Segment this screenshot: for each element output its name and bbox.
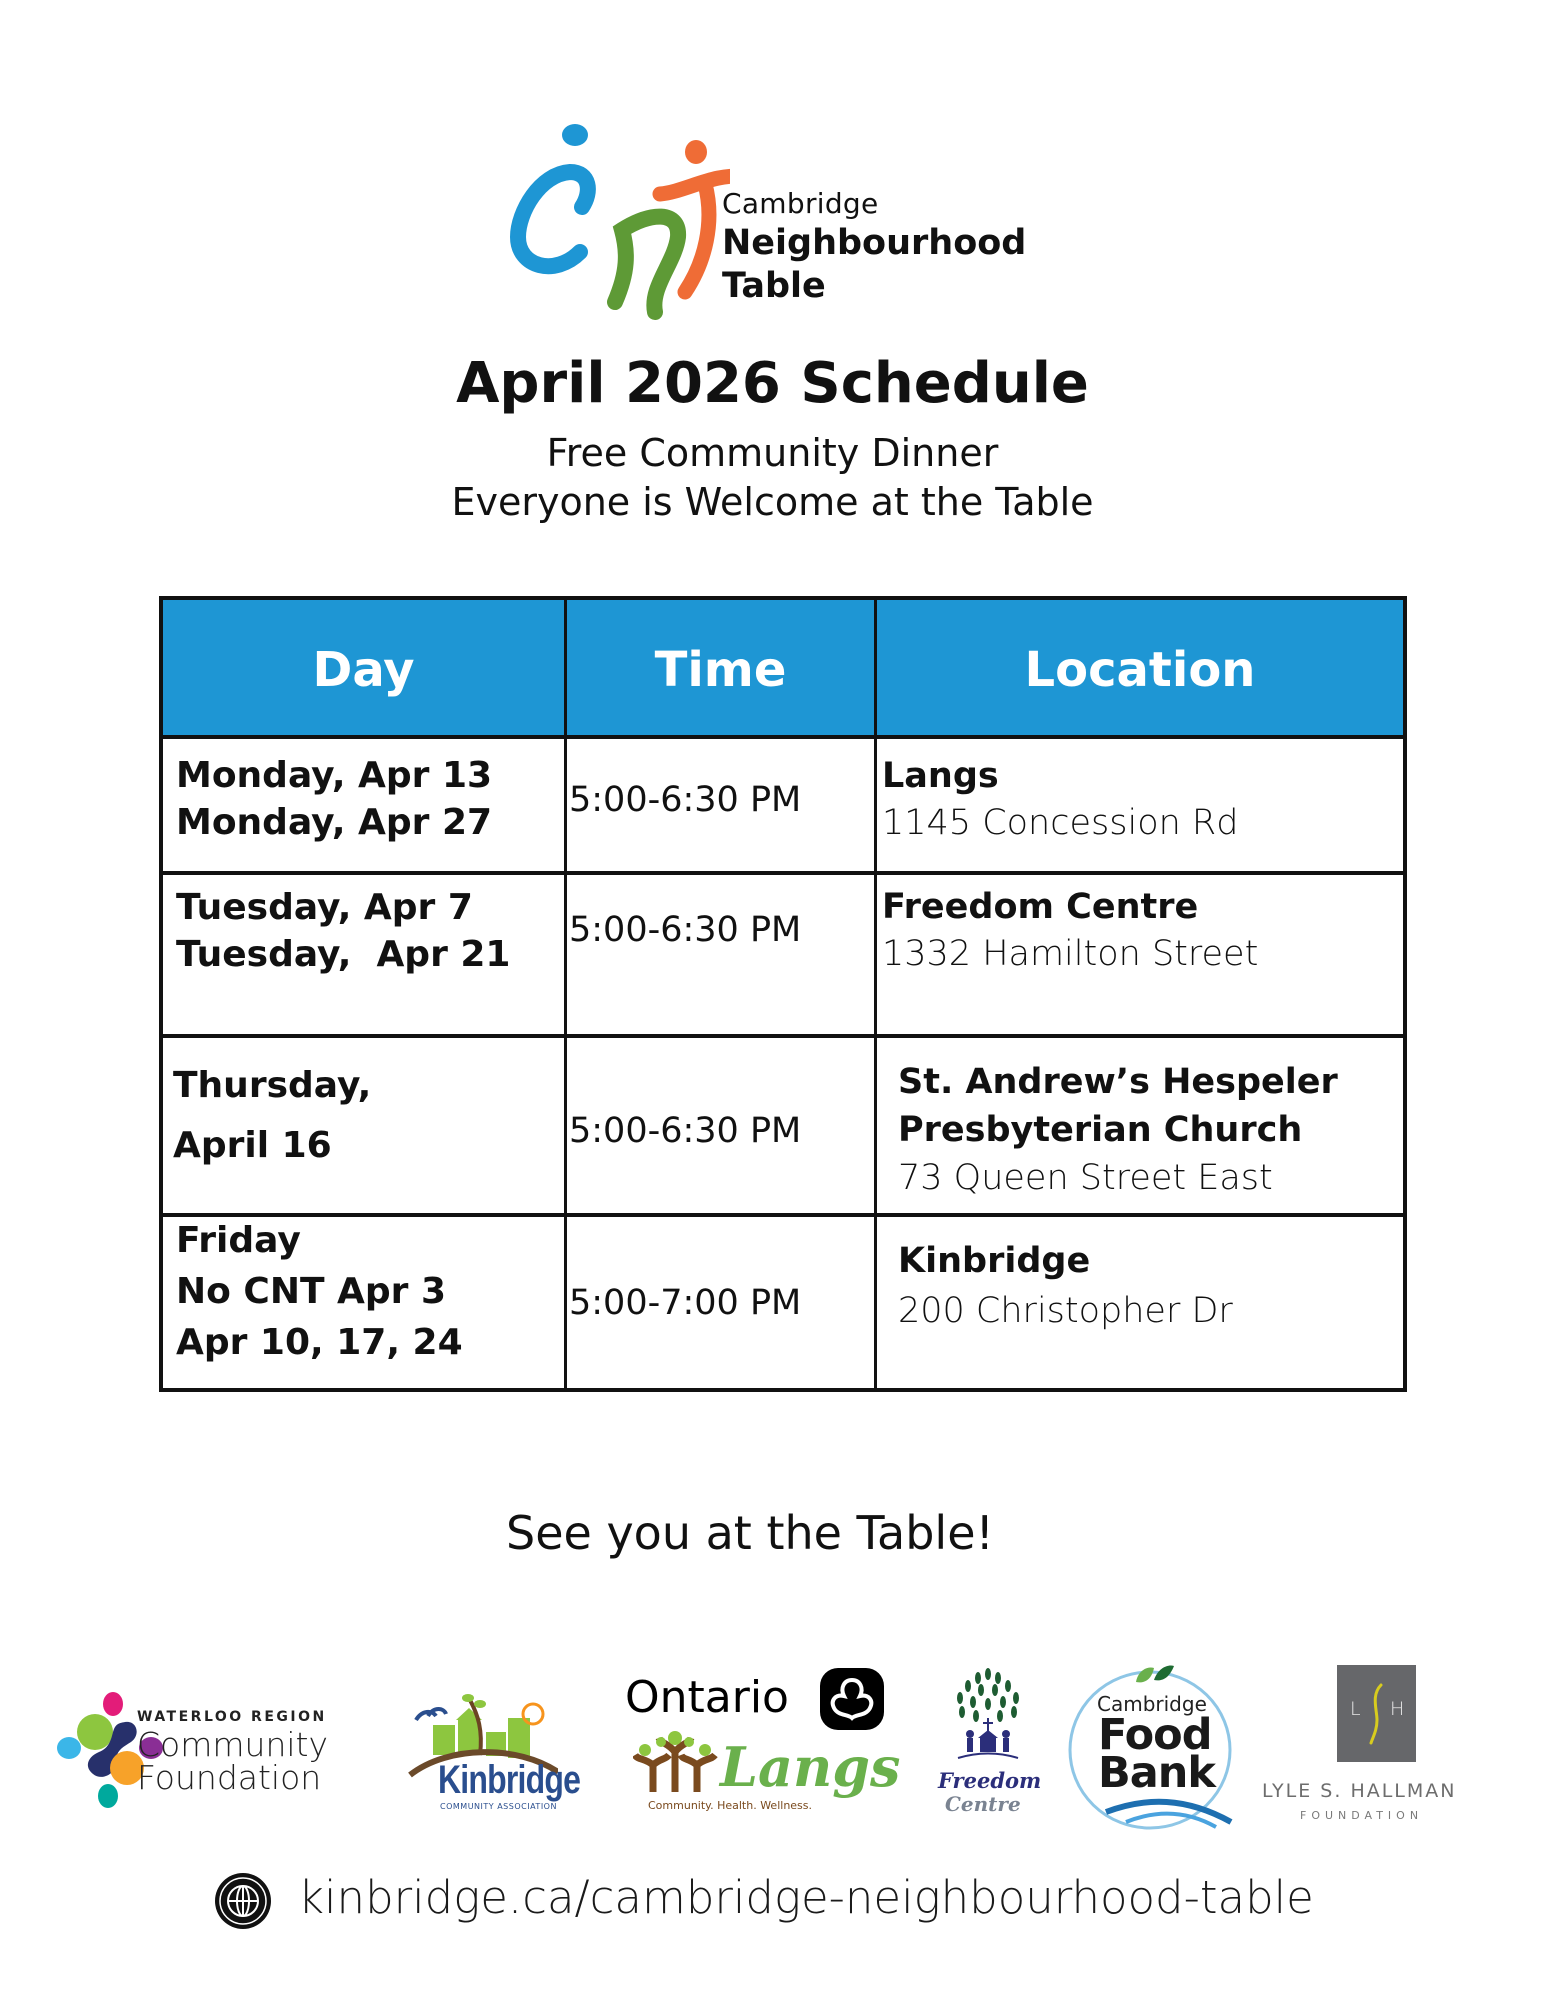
column-divider: [564, 600, 567, 1388]
table-row-4-location: Kinbridge 200 Christopher Dr: [898, 1241, 1233, 1331]
table-row-4-day: Friday No CNT Apr 3 Apr 10, 17, 24: [176, 1220, 463, 1363]
food-bank-logo-line1: Cambridge: [1097, 1692, 1207, 1716]
hallman-mark-h: H: [1390, 1698, 1405, 1720]
hallman-logo-text: LYLE S. HALLMAN: [1262, 1780, 1457, 1802]
page-title: April 2026 Schedule: [456, 351, 1089, 416]
hallman-mark-l: L: [1350, 1698, 1361, 1720]
langs-trees-icon: [633, 1730, 718, 1795]
globe-icon: [214, 1872, 272, 1930]
table-row-4-time: 5:00-7:00 PM: [569, 1283, 802, 1323]
table-row-1-location: Langs 1145 Concession Rd: [882, 756, 1239, 843]
freedom-centre-tree-icon: [948, 1668, 1028, 1768]
table-row-2-day: Tuesday, Apr 7 Tuesday, Apr 21: [176, 887, 511, 975]
column-header-location: Location: [877, 600, 1403, 739]
freedom-centre-logo-text: Freedom: [938, 1768, 1042, 1793]
kinbridge-logo-text: Kinbridge: [438, 1758, 581, 1802]
ontario-trillium-icon: [820, 1668, 884, 1730]
column-divider: [874, 600, 877, 1388]
langs-tagline: Community. Health. Wellness.: [648, 1799, 813, 1812]
langs-logo-text: Langs: [720, 1735, 901, 1799]
row-divider: [163, 871, 1403, 875]
column-header-day: Day: [163, 600, 564, 739]
logo-line-cambridge: Cambridge: [722, 187, 879, 220]
table-row-2-time: 5:00-6:30 PM: [569, 910, 802, 950]
logo-line-table: Table: [722, 266, 826, 306]
schedule-table: [159, 596, 1407, 1392]
table-row-2-location: Freedom Centre 1332 Hamilton Street: [882, 887, 1259, 974]
kinbridge-logo-subtext: COMMUNITY ASSOCIATION: [440, 1802, 557, 1811]
table-row-1-time: 5:00-6:30 PM: [569, 780, 802, 820]
table-row-1-day: Monday, Apr 13 Monday, Apr 27: [176, 755, 493, 843]
column-header-time: Time: [567, 600, 874, 739]
row-divider: [163, 1034, 1403, 1038]
row-divider: [163, 1213, 1403, 1217]
cnt-logo: [500, 112, 1040, 322]
wrcf-logo-text: WATERLOO REGION Community Foundation: [137, 1709, 328, 1797]
food-bank-logo-line2: Food: [1098, 1710, 1212, 1760]
subtitle-free-dinner: Free Community Dinner: [546, 431, 999, 475]
table-row-3-day: Thursday, April 16: [173, 1065, 372, 1166]
closing-message: See you at the Table!: [506, 1506, 994, 1560]
website-link[interactable]: kinbridge.ca/cambridge-neighbourhood-table: [298, 1871, 1314, 1924]
table-row-3-time: 5:00-6:30 PM: [569, 1111, 802, 1151]
freedom-centre-logo-subtext: Centre: [945, 1792, 1021, 1816]
subtitle-welcome: Everyone is Welcome at the Table: [451, 480, 1094, 524]
food-bank-logo-line3: Bank: [1098, 1748, 1216, 1798]
logo-line-neighbourhood: Neighbourhood: [722, 223, 1027, 263]
row-divider: [163, 735, 1403, 739]
cnt-figures-icon: [500, 112, 730, 322]
ontario-logo-text: Ontario: [625, 1672, 789, 1723]
table-row-3-location: St. Andrew’s Hespeler Presbyterian Church 73 Queen Street East: [898, 1062, 1338, 1198]
hallman-logo-subtext: FOUNDATION: [1300, 1809, 1424, 1822]
